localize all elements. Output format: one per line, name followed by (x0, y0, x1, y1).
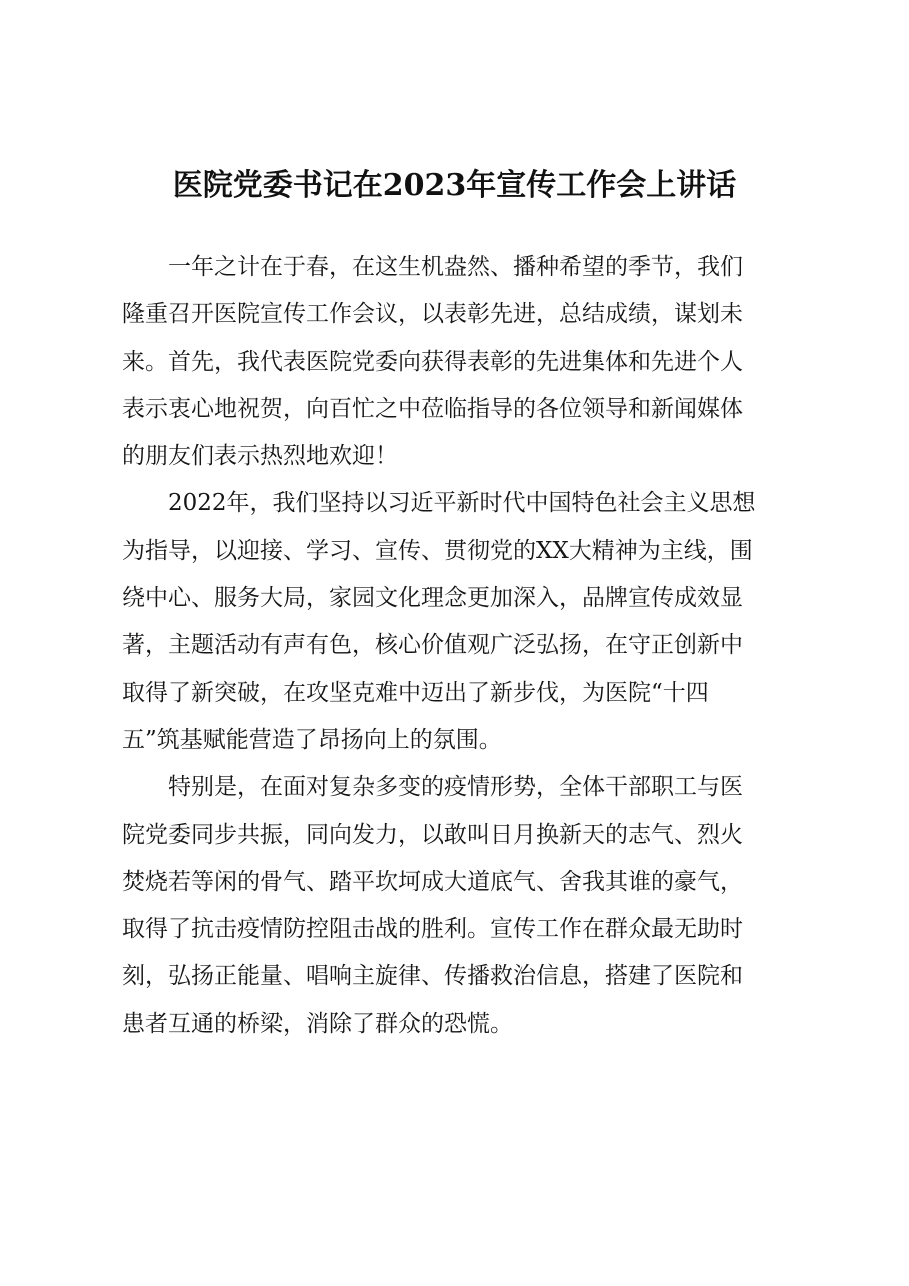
paragraph-line: 表示衷心地祝贺，向百忙之中莅临指导的各位领导和新闻媒体 (122, 395, 743, 422)
paragraph-line: 刻，弘扬正能量、唱响主旋律、传播救治信息，搭建了医院和 (122, 963, 743, 990)
paragraph-line: 的朋友们表示热烈地欢迎！ (122, 443, 398, 470)
paragraph-line: 焚烧若等闲的骨气、踏平坎坷成大道底气、舍我其谁的豪气， (122, 868, 743, 895)
paragraph-line: 院党委同步共振，同向发力，以敢叫日月换新天的志气、烈火 (122, 821, 743, 848)
paragraph-1 (122, 244, 792, 480)
paragraph-line: 五”筑基赋能营造了昂扬向上的氛围。 (122, 726, 502, 753)
paragraph-2 (122, 480, 792, 764)
paragraph-line: 绕中心、服务大局，家园文化理念更加深入，品牌宣传成效显 (122, 585, 743, 612)
paragraph-line: 为指导，以迎接、学习、宣传、贯彻党的XX大精神为主线，围 (122, 537, 753, 564)
document-title: 医院党委书记在2023年宣传工作会上讲话 (172, 168, 737, 203)
document-body (122, 244, 792, 1048)
paragraph-line: 特别是，在面对复杂多变的疫情形势，全体干部职工与医 (168, 774, 743, 801)
paragraph-line: 取得了新突破，在攻坚克难中迈出了新步伐，为医院“十四 (122, 679, 709, 706)
paragraph-line: 一年之计在于春，在这生机盎然、播种希望的季节，我们 (168, 254, 743, 280)
paragraph-line: 著，主题活动有声有色，核心价值观广泛弘扬，在守正创新中 (122, 632, 743, 659)
paragraph-line: 隆重召开医院宣传工作会议，以表彰先进，总结成绩，谋划未 (122, 301, 743, 328)
paragraph-line: 来。首先，我代表医院党委向获得表彰的先进集体和先进个人 (122, 348, 743, 375)
paragraph-line: 取得了抗击疫情防控阻击战的胜利。宣传工作在群众最无助时 (122, 916, 743, 943)
paragraph-3 (122, 764, 792, 1048)
paragraph-line: 2022年，我们坚持以习近平新时代中国特色社会主义思想 (168, 490, 756, 517)
paragraph-line: 患者互通的桥梁，消除了群众的恐慌。 (122, 1010, 513, 1037)
